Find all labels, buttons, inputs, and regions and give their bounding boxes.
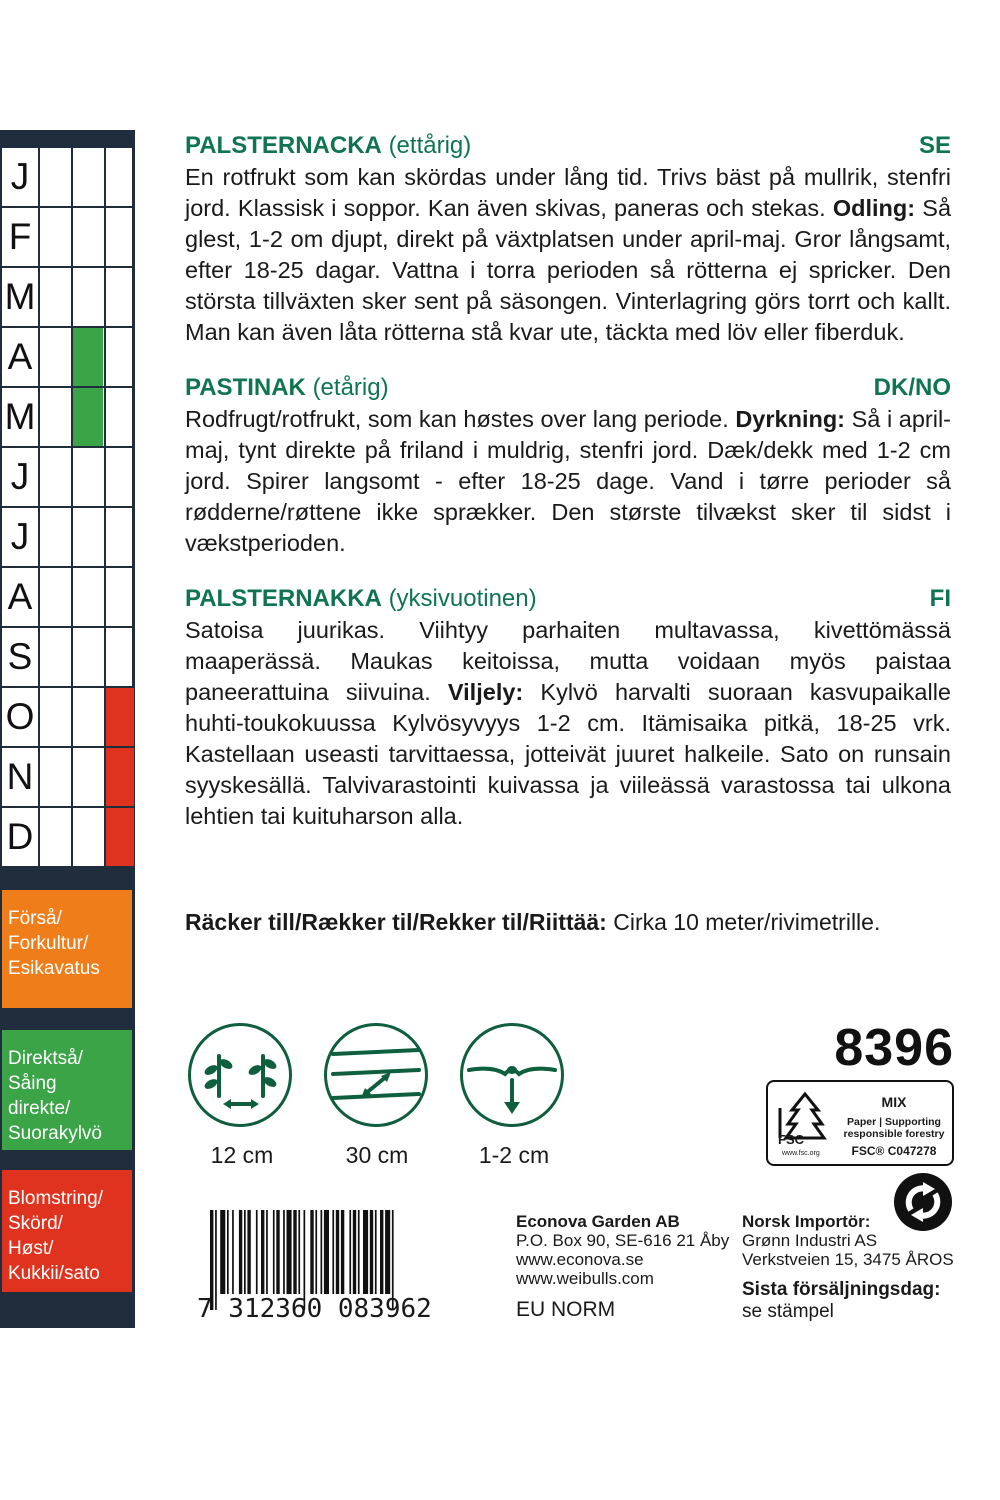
importer-street: Verkstveien 15, 3475 ÅROS	[742, 1250, 954, 1269]
calendar-cell-direkt	[71, 508, 103, 566]
calendar-row	[2, 388, 132, 448]
legend-line: Forkultur/	[8, 933, 89, 954]
plant-sub: (yksivuotinen)	[388, 585, 537, 612]
month-label: N	[6, 756, 34, 797]
product-number: 8396	[834, 1019, 954, 1077]
barcode-bar	[244, 1210, 246, 1294]
barcode-bar	[293, 1210, 296, 1294]
row-label: 30 cm	[345, 1142, 409, 1168]
section-body	[185, 404, 951, 559]
plant-spacing-icon	[188, 1023, 292, 1127]
calendar-cell-forsa	[38, 148, 70, 206]
calendar-cell-skord	[104, 388, 134, 446]
sell-by-title: Sista försäljningsdag:	[742, 1279, 941, 1300]
barcode-bar	[380, 1210, 383, 1294]
calendar-cell-forsa	[38, 328, 70, 386]
body-intro: En rotfrukt som kan skördas under lång tid. Trivs bäst på mullrik, stenfri jord. Klassisk i soppor. Kan även skivas, paneras och stekas.	[185, 164, 951, 221]
body-rest: Så i april-maj, tynt direkte på friland i muldrig, stenfri jord. Dæk/dekk med 1-2 cm jord. Spirer langsomt - efter 18-25 dage. Vand i tørre perioder så rødderne/røttene ikke sprækker. Den største tilvækst sker til sidst i vækstperioden.	[185, 406, 951, 556]
calendar-cell-skord	[104, 688, 134, 746]
month-label: A	[7, 576, 33, 617]
depth-label: 1-2 cm	[478, 1142, 550, 1168]
legend-line: direkte/	[8, 1098, 71, 1119]
calendar-cell-direkt	[71, 688, 103, 746]
barcode-bar	[341, 1210, 344, 1294]
month-label: D	[6, 816, 34, 857]
month-label: J	[10, 516, 30, 557]
calendar-cell-forsa	[38, 388, 70, 446]
barcode-bar	[310, 1210, 313, 1294]
barcode-bar	[385, 1210, 390, 1294]
body-bold: Odling:	[832, 195, 916, 221]
legend-direkt	[2, 1030, 132, 1150]
calendar-cell-skord	[104, 268, 134, 326]
calendar-cell-skord	[104, 568, 134, 626]
section-heading	[185, 372, 951, 404]
calendar-cell-skord	[104, 628, 134, 686]
barcode-bar	[287, 1210, 292, 1294]
calendar-row	[2, 448, 132, 508]
month-label: O	[5, 696, 35, 737]
sowing-calendar	[2, 148, 132, 868]
section-body	[185, 162, 951, 348]
section-heading	[185, 583, 951, 615]
calendar-row	[2, 508, 132, 568]
calendar-cell-direkt	[71, 808, 103, 866]
calendar-row	[2, 688, 132, 748]
language-code: SE	[918, 132, 951, 159]
barcode-bar	[227, 1210, 229, 1294]
fsc-code: FSC® C047278	[851, 1144, 937, 1158]
company-web: www.econova.se	[516, 1250, 644, 1269]
barcode-bar	[261, 1210, 264, 1294]
fsc-claim	[838, 1116, 950, 1140]
legend-forsa	[2, 890, 132, 1008]
calendar-cell-direkt	[71, 208, 103, 266]
fsc-url: www.fsc.org	[782, 1150, 820, 1157]
calendar-cell-direkt	[71, 268, 103, 326]
coverage-value: Cirka 10 meter/rivimetrille.	[613, 909, 881, 935]
calendar-cell-direkt	[71, 628, 103, 686]
calendar-row	[2, 748, 132, 808]
body-rest: Så glest, 1-2 om djupt, direkt på växtplatsen under april-maj. Gror långsamt, efter 18-25 dagar. Vattna i torra perioden så rötterna ej spricker. Den största tillväxten sker sent på säsongen. Vinterlagring görs torrt och kallt. Man kan även låta rötterna stå kvar ute, täckta med löv eller fiberduk.	[185, 195, 952, 345]
barcode-bar	[375, 1210, 377, 1294]
calendar-cell-direkt	[71, 148, 103, 206]
legend-line: Kukkii/sato	[8, 1263, 100, 1284]
calendar-cell-skord	[104, 148, 134, 206]
calendar-row	[2, 628, 132, 688]
calendar-cell-direkt	[71, 388, 103, 446]
calendar-row	[2, 208, 132, 268]
company-postal: P.O. Box 90, SE-616 21 Åby	[516, 1231, 730, 1250]
legend-skord	[2, 1170, 132, 1292]
month-label: F	[8, 216, 32, 257]
barcode-bar	[349, 1210, 351, 1294]
sell-by-info	[742, 1279, 940, 1323]
body-bold: Viljely:	[447, 679, 524, 705]
barcode-bar	[266, 1210, 268, 1294]
calendar-cell-forsa	[38, 748, 70, 806]
barcode-bar	[220, 1210, 225, 1294]
company-name: Econova Garden AB	[516, 1212, 680, 1231]
coverage-label: Räcker till/Rækker til/Rekker til/Riittää:	[185, 909, 607, 935]
importer-address	[742, 1212, 954, 1269]
row-spacing-icon	[324, 1023, 428, 1127]
month-label: M	[4, 276, 36, 317]
barcode-bar	[247, 1210, 250, 1294]
legend-line: Skörd/	[8, 1213, 63, 1234]
calendar-cell-direkt	[71, 328, 103, 386]
sell-by-text: se stämpel	[742, 1301, 834, 1322]
importer-title: Norsk Importör:	[742, 1212, 871, 1231]
legend-line: Høst/	[8, 1238, 54, 1259]
plant-name: PALSTERNAKKA	[185, 585, 382, 612]
barcode-bar	[370, 1210, 373, 1294]
calendar-cell-forsa	[38, 208, 70, 266]
fsc-label	[766, 1080, 954, 1166]
company-address	[516, 1212, 729, 1288]
barcode-bar	[276, 1210, 279, 1294]
barcode-bar	[358, 1210, 360, 1294]
barcode-bar	[321, 1210, 323, 1294]
plant-name: PASTINAK	[185, 374, 306, 401]
barcode-bar	[256, 1210, 258, 1294]
month-label: M	[4, 396, 36, 437]
legend-line: Förså/	[8, 908, 62, 929]
calendar-cell-skord	[104, 208, 134, 266]
month-label: J	[10, 456, 30, 497]
calendar-cell-forsa	[38, 568, 70, 626]
calendar-cell-skord	[104, 328, 134, 386]
barcode-bar	[315, 1210, 317, 1294]
fsc-brand: FSC	[778, 1132, 804, 1147]
fsc-mix: MIX	[881, 1094, 907, 1110]
calendar-row	[2, 148, 132, 208]
body-intro: Satoisa juurikas. Viihtyy parhaiten multavassa, kivettömässä maaperässä. Maukas keitoissa, mutta voidaan myös paistaa paneerattuina siivuina.	[185, 617, 951, 705]
coverage-line	[185, 906, 955, 938]
legend-line: Direktså/	[8, 1048, 83, 1069]
calendar-cell-skord	[104, 808, 134, 866]
body-bold: Dyrkning:	[735, 406, 846, 432]
barcode-bar	[336, 1210, 339, 1294]
section-fi	[185, 583, 951, 832]
eu-norm: EU NORM	[516, 1298, 616, 1321]
barcode-bar	[363, 1210, 368, 1294]
barcode-bar	[353, 1210, 356, 1294]
spacing-label: 12 cm	[210, 1142, 274, 1168]
calendar-cell-direkt	[71, 448, 103, 506]
calendar-cell-forsa	[38, 448, 70, 506]
plant-sub: (etårig)	[312, 374, 389, 401]
plant-name: PALSTERNACKA	[185, 132, 382, 159]
month-label: S	[7, 636, 33, 677]
importer-name: Grønn Industri AS	[742, 1231, 878, 1250]
calendar-row	[2, 328, 132, 388]
calendar-cell-skord	[104, 508, 134, 566]
body-rest: Kylvö harvalti suoraan kasvupaikalle huhti-toukokuussa Kylvösyvyys 1-2 cm. Itämisaika pitkä, 18-25 vrk. Kastellaan useasti tarvittaessa, jotteivät juuret halkeile. Sato on runsain syyskesällä. Talvivarastointi kuivassa ja viileässä varastossa tai ulkona lehtien tai kuituharson alla.	[185, 679, 952, 829]
calendar-cell-direkt	[71, 568, 103, 626]
section-heading	[185, 130, 951, 162]
language-code: DK/NO	[873, 374, 951, 401]
calendar-cell-direkt	[71, 748, 103, 806]
barcode-bar	[332, 1210, 334, 1294]
calendar-row	[2, 808, 132, 868]
calendar-row	[2, 268, 132, 328]
legend-line: Såing	[8, 1073, 57, 1094]
calendar-row	[2, 568, 132, 628]
calendar-cell-skord	[104, 748, 134, 806]
legend-line: Suorakylvö	[8, 1123, 102, 1144]
fsc-claim-line: Paper | Supporting	[847, 1116, 941, 1128]
body-intro: Rodfrugt/rotfrukt, som kan høstes over lang periode.	[185, 406, 729, 432]
month-label: J	[10, 156, 30, 197]
legend-line: Blomstring/	[8, 1188, 104, 1209]
barcode-bar	[283, 1210, 285, 1294]
plant-sub: (ettårig)	[388, 132, 472, 159]
company-web: www.weibulls.com	[516, 1269, 654, 1288]
barcode-bar	[298, 1210, 300, 1294]
legend-line: Esikavatus	[8, 958, 100, 979]
section-dk-no	[185, 372, 951, 559]
barcode-bar	[239, 1210, 242, 1294]
fsc-claim-line: responsible forestry	[843, 1128, 945, 1140]
language-code: FI	[929, 585, 951, 612]
calendar-cell-forsa	[38, 688, 70, 746]
description-area	[185, 130, 951, 856]
calendar-cell-forsa	[38, 508, 70, 566]
barcode-bar	[232, 1210, 234, 1294]
barcode-bar	[324, 1210, 329, 1294]
barcode-bar	[273, 1210, 275, 1294]
calendar-cell-forsa	[38, 268, 70, 326]
calendar-cell-forsa	[38, 628, 70, 686]
calendar-cell-skord	[104, 448, 134, 506]
calendar-cell-forsa	[38, 808, 70, 866]
sowing-depth-icon	[460, 1023, 564, 1127]
month-label: A	[7, 336, 33, 377]
barcode-digits: 7 312360 083962	[197, 1294, 432, 1324]
section-se	[185, 130, 951, 348]
section-body	[185, 615, 951, 832]
